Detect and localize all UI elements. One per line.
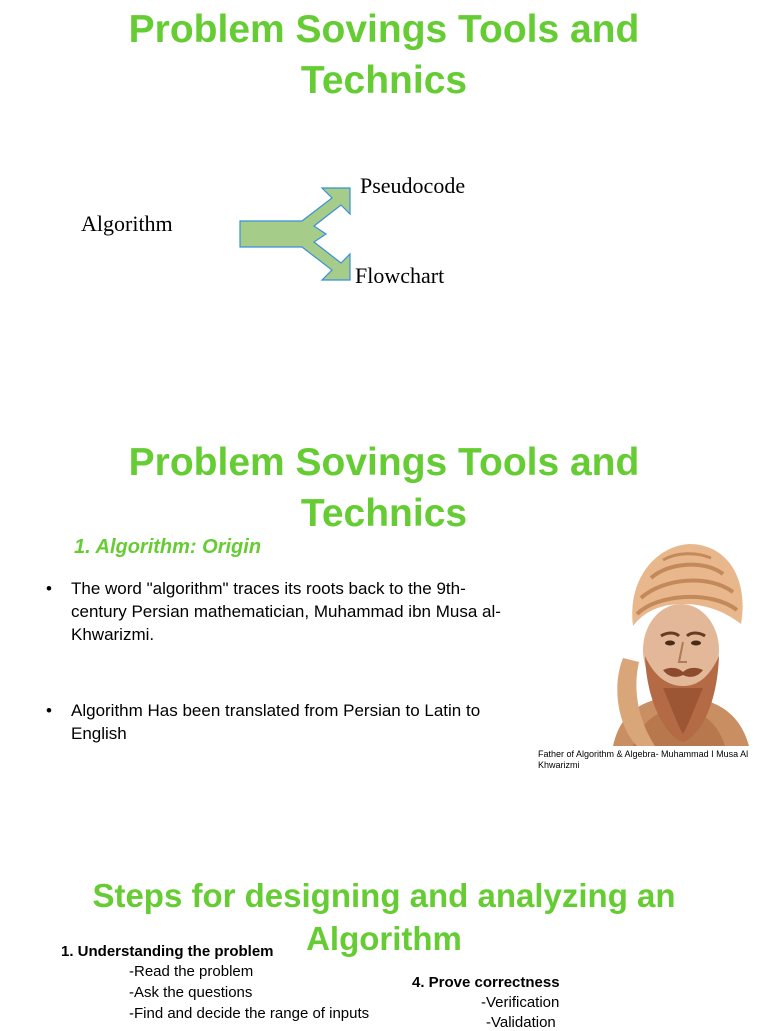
bullet-text-line: Algorithm Has been translated from Persian to Latin to [71, 701, 481, 720]
diagram-algorithm-label: Algorithm [81, 211, 173, 236]
slide2-title-line1: Problem Sovings Tools and [128, 441, 640, 484]
bullet-dot-icon: • [46, 701, 52, 720]
step4-heading: 4. Prove correctness [412, 974, 560, 991]
section-heading-algorithm-origin: 1. Algorithm: Origin [74, 536, 262, 558]
bullet-text-line: English [71, 724, 127, 743]
diagram-flowchart-label: Flowchart [355, 263, 445, 288]
bullet-text-line: Khwarizmi. [71, 625, 155, 644]
portrait-caption [538, 749, 766, 771]
bullet-text-line: century Persian mathematician, Muhammad ibn Musa al- [71, 602, 501, 621]
bullet-text-line: The word "algorithm" traces its roots back to the 9th- [71, 579, 466, 598]
split-arrow-icon [236, 184, 356, 284]
slide1-title-line1: Problem Sovings Tools and [128, 8, 640, 51]
slide2-title-line2: Technics [300, 492, 468, 535]
step1-item: -Find and decide the range of inputs [129, 1005, 370, 1022]
step4-item: -Verification [481, 994, 560, 1011]
portrait-caption-line: Khwarizmi [538, 760, 580, 770]
bullet-item [46, 699, 546, 745]
bullet-item [46, 577, 546, 646]
step1-item: -Read the problem [129, 963, 254, 980]
bullet-dot-icon: • [46, 579, 52, 598]
step1-item: -Ask the questions [129, 984, 253, 1001]
slide3-title-line2: Algorithm [306, 920, 462, 957]
portrait-image [593, 538, 766, 746]
diagram-pseudocode-label: Pseudocode [360, 173, 466, 198]
slide3-title-line1: Steps for designing and analyzing an [92, 877, 676, 914]
portrait-caption-line: Father of Algorithm & Algebra- Muhammad I Musa Al [538, 749, 749, 759]
step4-item: -Validation [486, 1014, 556, 1031]
slide1-title-line2: Technics [300, 59, 468, 102]
step1-heading: 1. Understanding the problem [61, 943, 274, 960]
